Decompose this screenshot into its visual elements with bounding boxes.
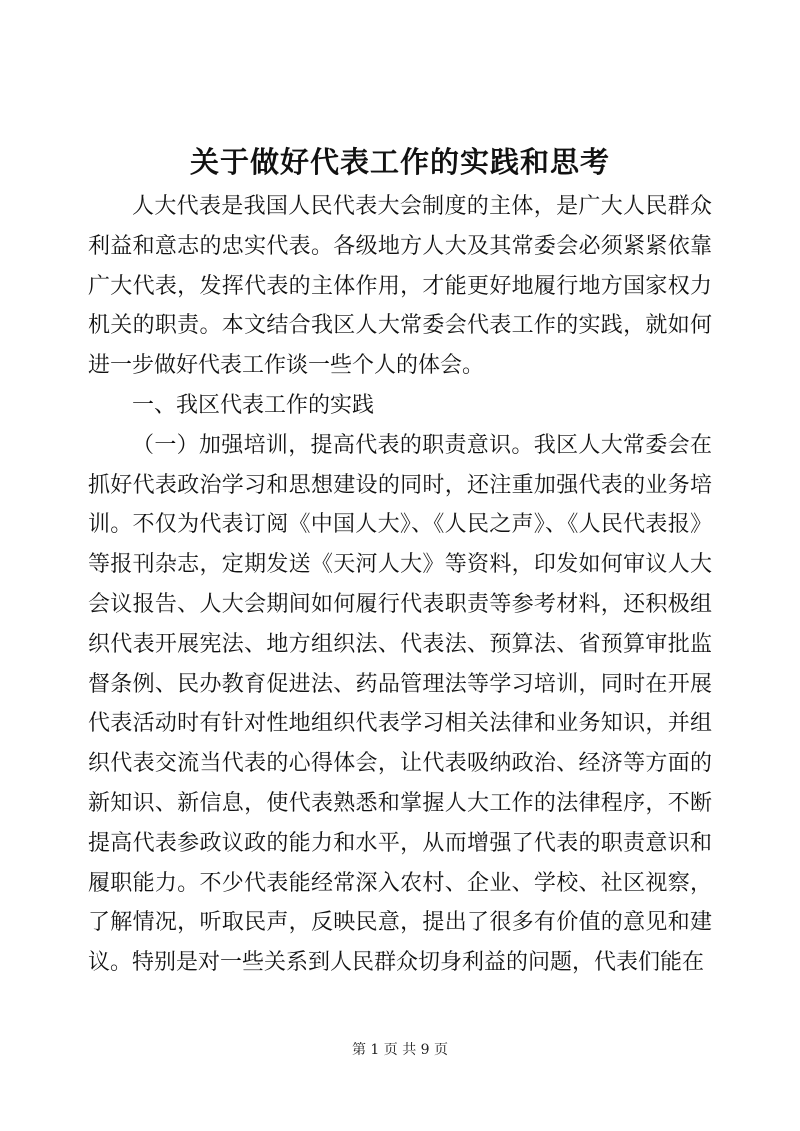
document-body (88, 187, 712, 983)
paragraph-training: （一）加强培训，提高代表的职责意识。我区人大常委会在抓好代表政治学习和思想建设的同时，还注重加强代表的业务培训。不仅为代表订阅《中国人大》、《人民之声》、《人民代表报》等报刊杂志，定期发送《天河人大》等资料，印发如何审议人大会议报告、人大会期间如何履行代表职责等参考材料，还积极组织代表开展宪法、地方组织法、代表法、预算法、省预算审批监督条例、民办教育促进法、药品管理法等学习培训，同时在开展代表活动时有针对性地组织代表学习相关法律和业务知识，并组织代表交流当代表的心得体会，让代表吸纳政治、经济等方面的新知识、新信息，使代表熟悉和掌握人大工作的法律程序，不断提高代表参政议政的能力和水平，从而增强了代表的职责意识和履职能力。不少代表能经常深入农村、企业、学校、社区视察，了解情况，听取民声，反映民意，提出了很多有价值的意见和建议。特别是对一些关系到人民群众切身利益的问题，代表们能在 (88, 432, 712, 976)
section-heading: 一、我区代表工作的实践 (132, 392, 375, 418)
paragraph-intro: 人大代表是我国人民代表大会制度的主体，是广大人民群众利益和意志的忠实代表。各级地方人大及其常委会必须紧紧依靠广大代表，发挥代表的主体作用，才能更好地履行地方国家权力机关的职责。本文结合我区人大常委会代表工作的实践，就如何进一步做好代表工作谈一些个人的体会。 (88, 194, 712, 379)
document-title: 关于做好代表工作的实践和思考 (189, 145, 610, 179)
page-number-footer: 第 1 页 共 9 页 (351, 1042, 449, 1058)
